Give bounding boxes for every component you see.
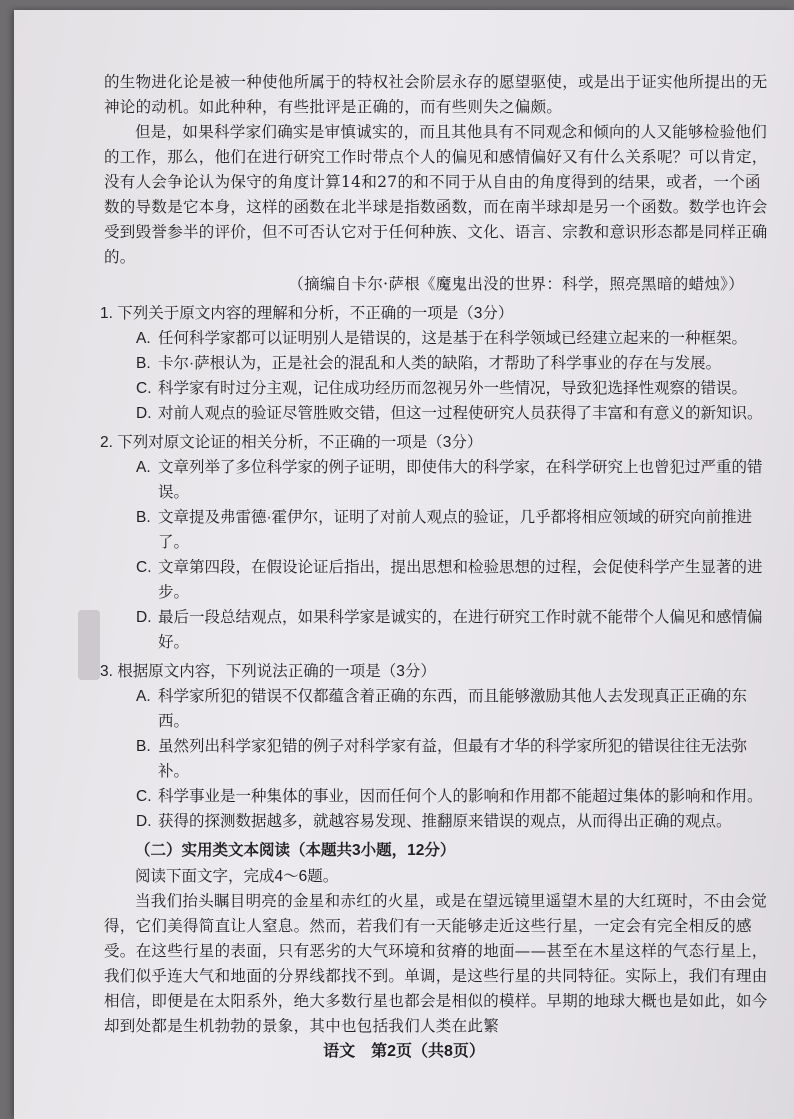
paper-smudge bbox=[78, 610, 100, 680]
question-option bbox=[114, 809, 774, 834]
question-stem: 1. 下列关于原文内容的理解和分析，不正确的一项是（3分） bbox=[100, 305, 514, 322]
option-text: 文章提及弗雷德·霍伊尔，证明了对前人观点的验证，几乎都将相应领域的研究向前推进了。 bbox=[158, 509, 753, 551]
option-letter: D. bbox=[136, 405, 152, 422]
question-option bbox=[114, 784, 774, 809]
question-stem: 3. 根据原文内容，下列说法正确的一项是（3分） bbox=[100, 663, 436, 680]
section-heading: （二）实用类文本阅读（本题共3小题，12分） bbox=[135, 842, 456, 859]
question-option bbox=[114, 555, 774, 605]
page-content bbox=[100, 70, 774, 1039]
option-letter: A. bbox=[136, 330, 151, 347]
passage-paragraph-2: 但是，如果科学家们确实是审慎诚实的，而且其他具有不同观念和倾向的人又能够检验他们的工作，那么，他们在进行研究工作时带点个人的偏见和感情偏好又有什么关系呢？可以肯定，没有人会争论认为保守的角度计算14和27的和不同于从自由的角度得到的结果，或者，一个函数的导数是它本身，这样的函数在北半球是指数函数，而在南半球却是另一个函数。数学也许会受到毁誉参半的评价，但不可否认它对于任何种族、文化、语言、宗教和意识形态都是同样正确的。 bbox=[104, 123, 768, 266]
option-letter: D. bbox=[136, 609, 152, 626]
option-letter: A. bbox=[136, 459, 151, 476]
option-text: 任何科学家都可以证明别人是错误的，这是基于在科学领域已经建立起来的一种框架。 bbox=[158, 330, 748, 347]
question-option bbox=[114, 351, 774, 376]
option-text: 科学家有时过分主观，记住成功经历而忽视另外一些情况，导致犯选择性观察的错误。 bbox=[158, 380, 748, 397]
option-letter: B. bbox=[136, 738, 151, 755]
option-text: 文章第四段，在假设论证后指出，提出思想和检验思想的过程，会促使科学产生显著的进步。 bbox=[158, 559, 763, 601]
option-letter: B. bbox=[136, 509, 151, 526]
question-2 bbox=[100, 430, 774, 655]
option-letter: B. bbox=[136, 355, 151, 372]
option-text: 科学家所犯的错误不仅都蕴含着正确的东西，而且能够激励其他人去发现真正正确的东西。 bbox=[158, 688, 748, 730]
passage-paragraph-1: 的生物进化论是被一种使他所属于的特权社会阶层永存的愿望驱使，或是出于证实他所提出的无神论的动机。如此种种，有些批评是正确的，而有些则失之偏颇。 bbox=[104, 73, 768, 116]
question-1 bbox=[100, 301, 774, 426]
question-3 bbox=[100, 659, 774, 834]
option-text: 最后一段总结观点，如果科学家是诚实的，在进行研究工作时就不能带个人偏见和感情偏好。 bbox=[158, 609, 763, 651]
option-text: 科学事业是一种集体的事业，因而任何个人的影响和作用都不能超过集体的影响和作用。 bbox=[158, 788, 763, 805]
option-letter: A. bbox=[136, 688, 151, 705]
question-option bbox=[114, 326, 774, 351]
question-option bbox=[114, 505, 774, 555]
option-letter: D. bbox=[136, 813, 152, 830]
passage-source: （摘编自卡尔·萨根《魔鬼出没的世界：科学，照亮黑暗的蜡烛》） bbox=[288, 275, 744, 293]
question-option bbox=[114, 684, 774, 734]
question-option bbox=[114, 455, 774, 505]
option-text: 卡尔·萨根认为，正是社会的混乱和人类的缺陷，才帮助了科学事业的存在与发展。 bbox=[158, 355, 722, 372]
page-footer: 语文 第2页（共8页） bbox=[323, 1043, 485, 1060]
option-letter: C. bbox=[136, 559, 152, 576]
passage-paragraph-3: 当我们抬头瞩目明亮的金星和赤红的火星，或是在望远镜里遥望木星的大红斑时，不由会觉得，它们美得简直让人窒息。然而，若我们有一天能够走近这些行星，一定会有完全相反的感受。在这些行星的表面，只有恶劣的大气环境和贫瘠的地面——甚至在木星这样的气态行星上，我们似乎连大气和地面的分界线都找不到。单调，是这些行星的共同特征。实际上，我们有理由相信，即便是在太阳系外，绝大多数行星也都会是相似的模样。早期的地球大概也是如此，如今却到处都是生机勃勃的景象，其中也包括我们人类在此繁 bbox=[104, 892, 768, 1035]
option-text: 对前人观点的验证尽管胜败交错，但这一过程使研究人员获得了丰富和有意义的新知识。 bbox=[158, 405, 763, 422]
question-option bbox=[114, 376, 774, 401]
question-option bbox=[114, 401, 774, 426]
reading-instruction: 阅读下面文字，完成4～6题。 bbox=[135, 868, 339, 885]
exam-page bbox=[14, 10, 794, 1119]
question-option bbox=[114, 734, 774, 784]
option-letter: C. bbox=[136, 380, 152, 397]
option-text: 虽然列出科学家犯错的例子对科学家有益，但最有才华的科学家所犯的错误往往无法弥补。 bbox=[158, 738, 748, 780]
option-letter: C. bbox=[136, 788, 152, 805]
option-text: 文章列举了多位科学家的例子证明，即使伟大的科学家，在科学研究上也曾犯过严重的错误。 bbox=[158, 459, 763, 501]
option-text: 获得的探测数据越多，就越容易发现、推翻原来错误的观点，从而得出正确的观点。 bbox=[158, 813, 732, 830]
question-stem: 2. 下列对原文论证的相关分析，不正确的一项是（3分） bbox=[100, 434, 483, 451]
question-option bbox=[114, 605, 774, 655]
